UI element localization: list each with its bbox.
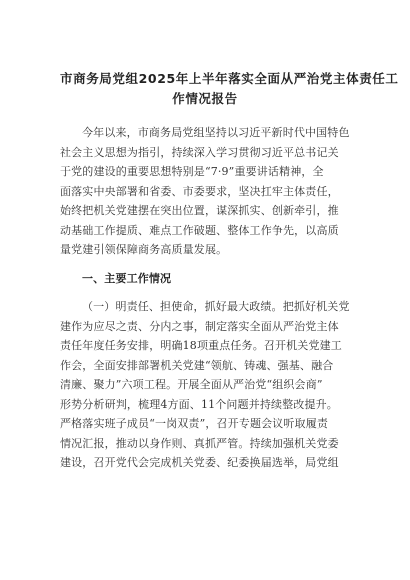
paragraph-line: 社会主义思想为指引，持续深入学习贯彻习近平总书记关: [60, 145, 339, 159]
paragraph-line: 于党的建设的重要思想特别是“7·9”重要讲话精神，全: [60, 165, 324, 178]
paragraph-line: 建设，召开党代会完成机关党委、纪委换届选举，局党组: [60, 456, 339, 469]
paragraph-line: 量党建引领保障商务高质量发展。: [60, 243, 228, 256]
paragraph-line: 今年以来，市商务局党组坚持以习近平新时代中国特色: [82, 126, 350, 139]
paragraph-line: 始终把机关党建摆在突出位置，谋深抓实、创新牵引，推: [60, 204, 339, 217]
document-title: [60, 68, 399, 107]
paragraph-line: 形势分析研判，梳理4方面、11个问题并持续整改提升。: [60, 397, 338, 411]
paragraph-line: 情况汇报，推动以身作则、真抓严管。持续加强机关党委: [60, 436, 339, 450]
intro-paragraph: [60, 123, 350, 260]
section-1-paragraph: [60, 297, 350, 473]
paragraph-line: 严格落实班子成员“一岗双责”，召开专题会议听取履责: [60, 417, 328, 430]
paragraph-line: 清廉、聚力”六项工程。开展全面从严治党“组织会商”: [60, 378, 323, 391]
paragraph-line: 建作为应尽之责、分内之事，制定落实全面从严治党主体: [60, 319, 339, 333]
title-line-2: 作情况报告: [172, 90, 238, 106]
document-body: [60, 123, 350, 473]
section-heading: 一、主要工作情况: [82, 271, 172, 285]
paragraph-line: 责任年度任务安排，明确18项重点任务。召开机关党建工: [60, 339, 342, 352]
paragraph-line: 动基础工作提质、难点工作破题、整体工作争先，以高质: [60, 223, 339, 237]
title-line-1: 市商务局党组2025年上半年落实全面从严治党主体责任工: [60, 71, 399, 86]
paragraph-line: 作会，全面安排部署机关党建“领航、铸魂、强基、融合: [60, 358, 334, 372]
paragraph-line: 面落实中央部署和省委、市委要求，坚决扛牢主体责任，: [60, 184, 339, 198]
paragraph-line: （一）明责任、担使命，抓好最大政绩。把抓好机关党: [82, 300, 350, 313]
